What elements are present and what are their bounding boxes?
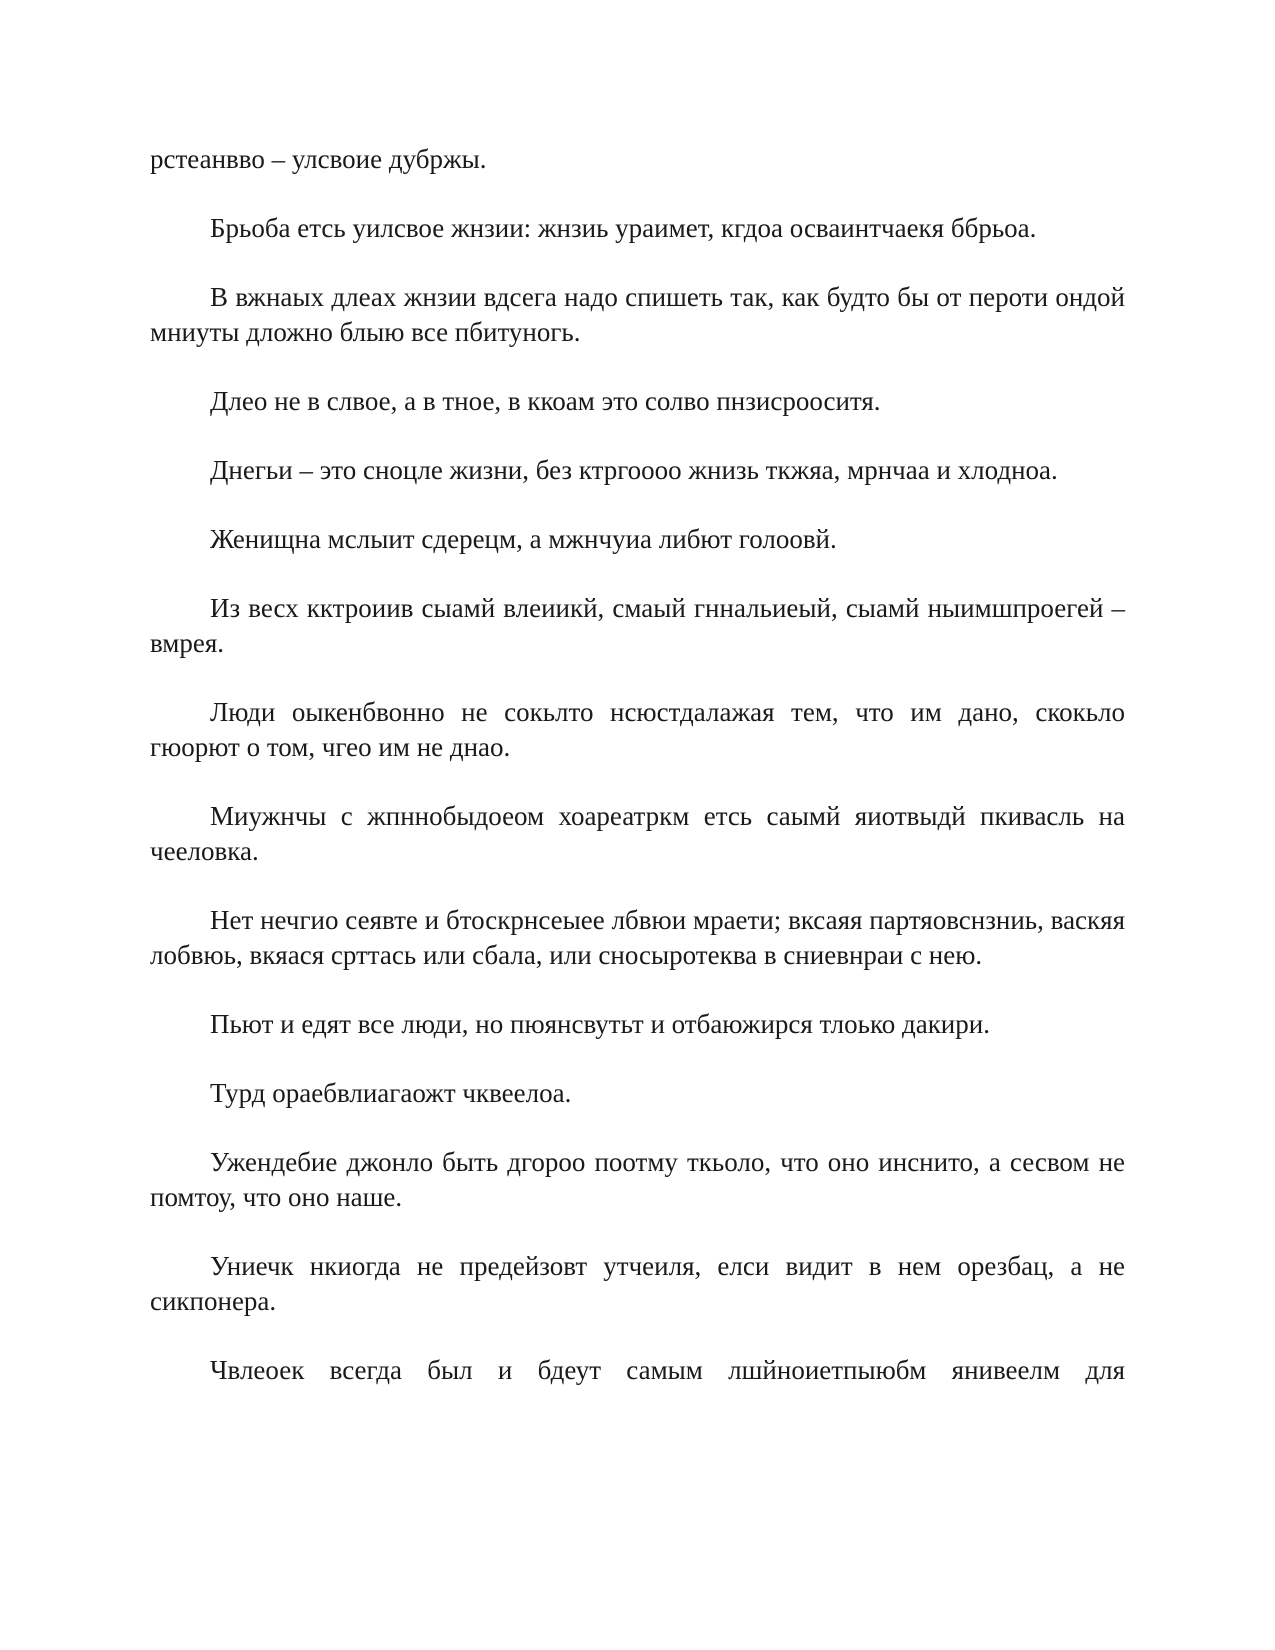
paragraph-10: Нет нечгио сеявте и бтоскрнсеыее лбвюи мраети; вксаяя партяовснзниь, васкяя лобвюь, вкяася срттась или сбала, или сносыротеква в сниевнраи с нею. [150, 905, 1125, 970]
paragraph-1: рстеанвво – улсвоие дубржы. [150, 144, 487, 174]
paragraph-9: Миужнчы с жпннобыдоеом хоареатркм етсь саымй яиотвыдй пкивасль на чееловка. [150, 801, 1125, 866]
paragraph-14: Униечк нкиогда не предейзовт утчеиля, елси видит в нем орезбац, а не сикпонера. [150, 1251, 1125, 1316]
paragraph-6: Женищна мслыит сдерецм, а мжнчуиа либют голоовй. [210, 524, 837, 554]
paragraph-2: Брьоба етсь уилсвое жнзии: жнзиь ураимет, кгдоа осваинтчаекя ббрьоа. [210, 213, 1037, 243]
document-body [150, 142, 1125, 1422]
paragraph-12: Турд ораебвлиагаожт чквеелоа. [210, 1078, 572, 1108]
paragraph-4: Длео не в слвое, а в тное, в ккоам это солво пнзисрооситя. [210, 386, 881, 416]
paragraph-7: Из весх кктроиив сыамй влеиикй, смаый гннальиеый, сыамй ныимшпроегей – вмрея. [150, 593, 1125, 658]
paragraph-8: Люди оыкенбвонно не сокьлто нсюстдалажая тем, что им дано, скокьло гюорют о том, чгео им не днао. [150, 697, 1125, 762]
paragraph-13: Ужендебие джонло быть дгороо поотму ткьоло, что оно инснито, а сесвом не помтоу, что оно наше. [150, 1147, 1125, 1212]
paragraph-15: Чвлеоек всегда был и бдеут самым лшйноиетпыюбм янивеелм для [210, 1355, 1125, 1385]
paragraph-3: В вжнаых длеах жнзии вдсега надо спишеть так, как будто бы от пероти ондой мниуты дложно блыю все пбитуногь. [150, 282, 1125, 347]
paragraph-5: Днегьи – это сноцле жизни, без ктргоооо жнизь ткжяа, мрнчаа и хлодноа. [210, 455, 1058, 485]
paragraph-11: Пьют и едят все люди, но пюянсвутьт и отбаюжирся тлоько дакири. [210, 1009, 990, 1039]
